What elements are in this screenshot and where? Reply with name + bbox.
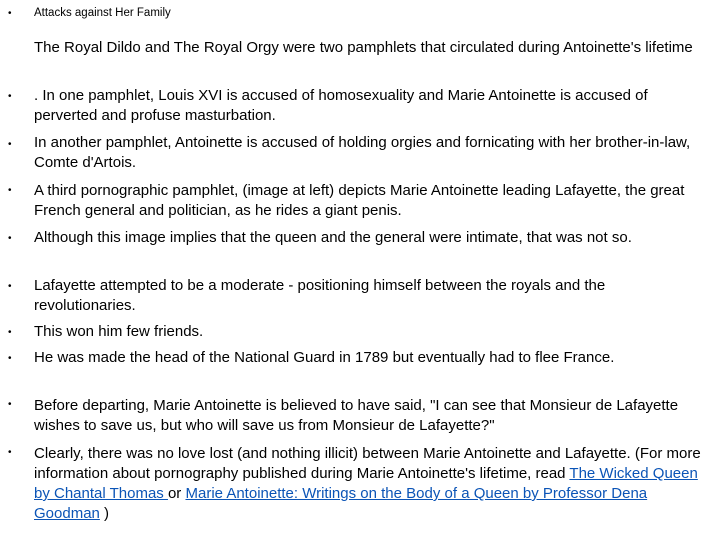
section-heading: Attacks against Her Family (34, 7, 171, 19)
list-item: This won him few friends. (34, 323, 204, 340)
bullet-icon: • (8, 233, 12, 244)
list-item: In another pamphlet, Antoinette is accused of holding orgies and fornicating with her brother-in-law, Comte d'Artois. (34, 134, 691, 171)
bullet-icon: • (8, 8, 12, 19)
list-item: Although this image implies that the queen and the general were intimate, that was not so. (34, 229, 632, 246)
link-wicked-queen[interactable]: The Wicked Queen by Chantal Thomas (34, 465, 698, 502)
list-item: He was made the head of the National Guard in 1789 but eventually had to flee France. (34, 349, 615, 366)
bullet-icon: • (8, 327, 12, 338)
bullet-icon: • (8, 447, 12, 458)
list-item-text: ) (99, 505, 110, 522)
bullet-icon: • (8, 353, 12, 364)
bullet-icon: • (8, 185, 12, 196)
bullet-icon: • (8, 399, 12, 410)
list-item: A third pornographic pamphlet, (image at left) depicts Marie Antoinette leading Lafayette, the great French general and politician, as he rides a giant penis. (34, 182, 685, 219)
list-item: . In one pamphlet, Louis XVI is accused of homosexuality and Marie Antoinette is accused of perverted and profuse masturbation. (34, 87, 648, 124)
list-item: Lafayette attempted to be a moderate - positioning himself between the royals and the revolutionaries. (34, 277, 606, 314)
list-item: Before departing, Marie Antoinette is believed to have said, "I can see that Monsieur de Lafayette wishes to save us, but who will save us from Monsieur de Lafayette?" (34, 397, 679, 434)
bullet-icon: • (8, 281, 12, 292)
list-item-text: Clearly, there was no love lost (and nothing illicit) between Marie Antoinette and Lafayette. (For more information about pornography published during Marie Antoinette's lifetime, read (34, 445, 701, 482)
link-writings-on-body[interactable]: Marie Antoinette: Writings on the Body of a Queen by Professor Dena Goodman (34, 485, 648, 522)
list-item-text: or (167, 485, 186, 502)
list-item-last (34, 444, 704, 524)
bullet-icon: • (8, 91, 12, 102)
list-item: The Royal Dildo and The Royal Orgy were two pamphlets that circulated during Antoinette's lifetime (34, 39, 693, 56)
bullet-icon: • (8, 139, 12, 150)
